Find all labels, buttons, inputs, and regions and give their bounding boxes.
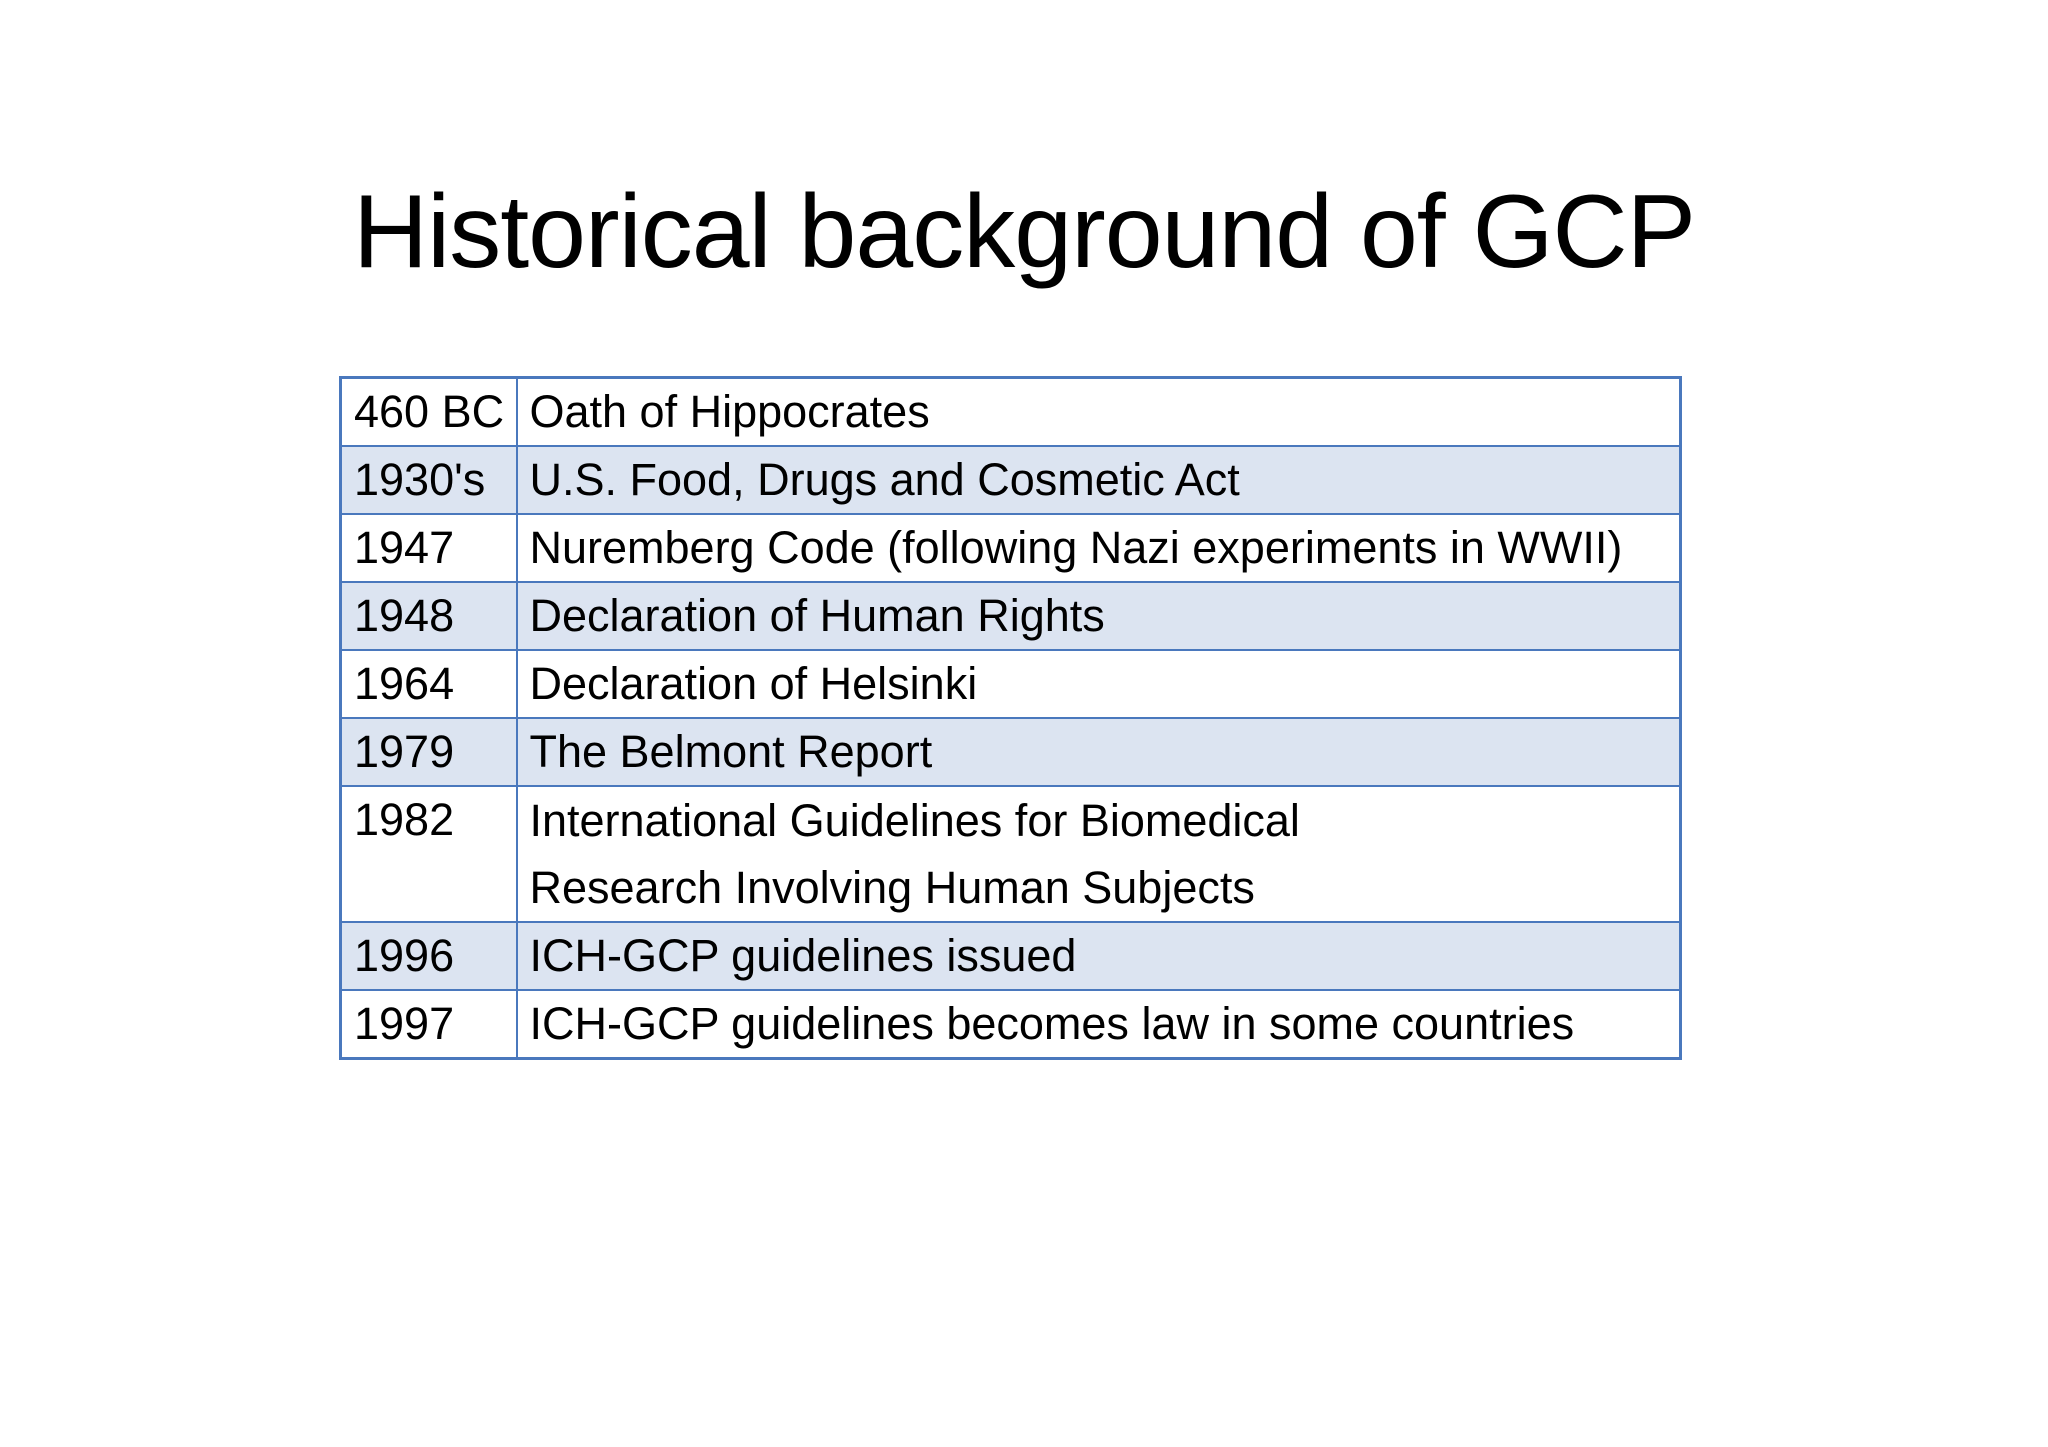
year-cell: 1982 [341, 786, 517, 922]
event-cell: U.S. Food, Drugs and Cosmetic Act [517, 446, 1681, 514]
year-cell: 460 BC [341, 378, 517, 447]
year-cell: 1996 [341, 922, 517, 990]
year-cell: 1947 [341, 514, 517, 582]
table-row [341, 786, 1681, 922]
history-timeline-table [339, 376, 1682, 1060]
event-cell: Nuremberg Code (following Nazi experiments in WWII) [517, 514, 1681, 582]
event-cell: ICH-GCP guidelines issued [517, 922, 1681, 990]
year-cell: 1964 [341, 650, 517, 718]
year-cell: 1948 [341, 582, 517, 650]
table-row [341, 378, 1681, 447]
event-cell: Declaration of Human Rights [517, 582, 1681, 650]
slide-title: Historical background of GCP [353, 174, 1695, 290]
event-cell: Declaration of Helsinki [517, 650, 1681, 718]
table-row [341, 922, 1681, 990]
table-row [341, 990, 1681, 1059]
event-cell: The Belmont Report [517, 718, 1681, 786]
event-line: International Guidelines for Biomedical [529, 795, 1300, 846]
table-row [341, 514, 1681, 582]
table-row [341, 650, 1681, 718]
event-cell: Oath of Hippocrates [517, 378, 1681, 447]
event-cell: ICH-GCP guidelines becomes law in some countries [517, 990, 1681, 1059]
event-cell [517, 786, 1681, 922]
table-row [341, 718, 1681, 786]
year-cell: 1930's [341, 446, 517, 514]
year-cell: 1979 [341, 718, 517, 786]
table-row [341, 582, 1681, 650]
table-row [341, 446, 1681, 514]
event-line: Research Involving Human Subjects [529, 862, 1255, 913]
year-cell: 1997 [341, 990, 517, 1059]
